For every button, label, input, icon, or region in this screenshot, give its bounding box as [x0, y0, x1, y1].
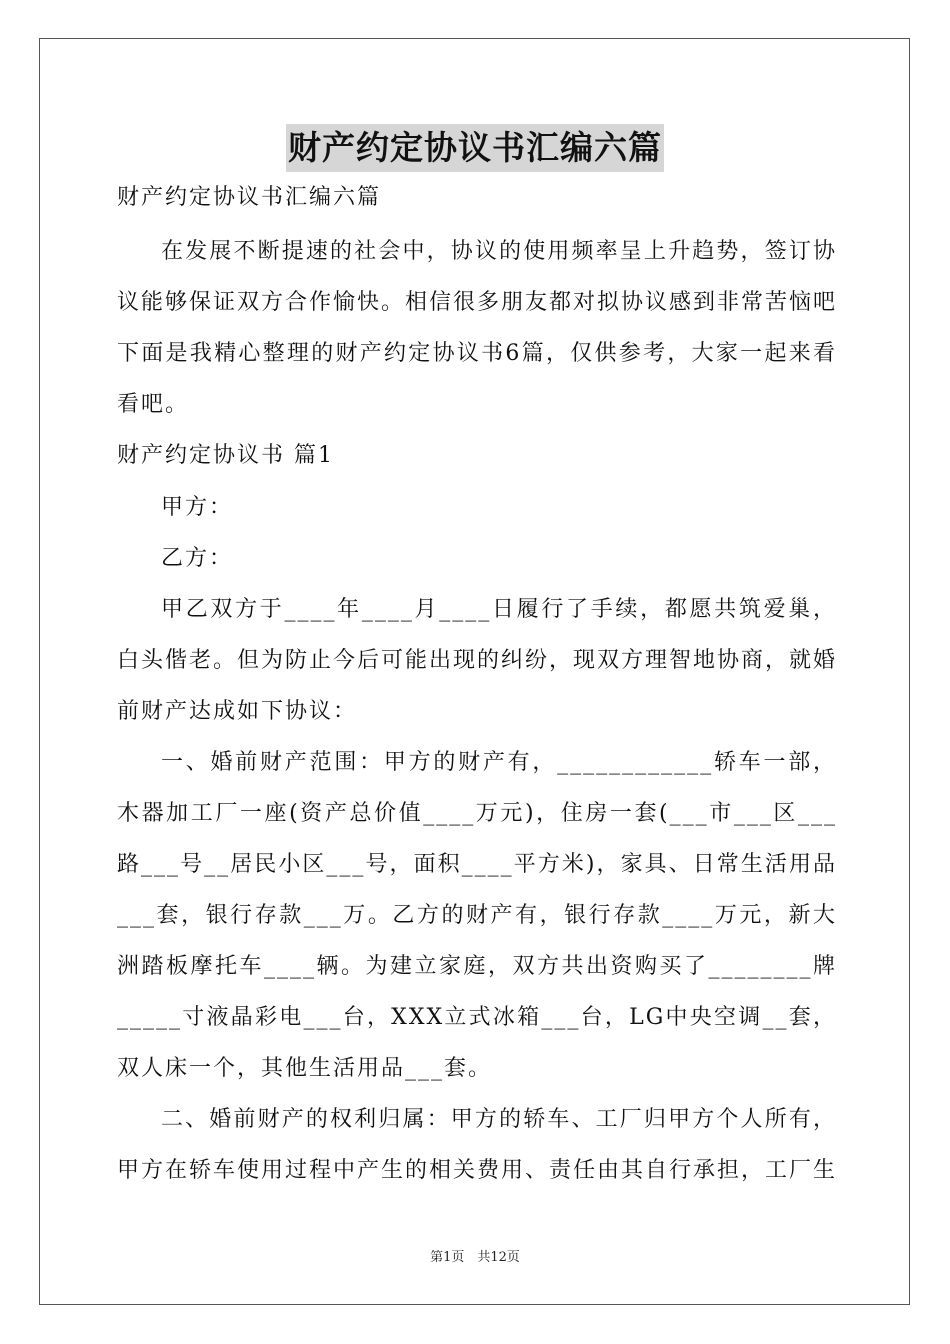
section-heading: 财产约定协议书 篇1 — [117, 443, 334, 468]
document-subtitle: 财产约定协议书汇编六篇 — [117, 185, 382, 210]
party-b-line: 乙方： — [161, 546, 234, 571]
page-footer: 第1页 共12页 — [430, 1250, 520, 1265]
intro-paragraph: 在发展不断提速的社会中，协议的使用频率呈上升趋势，签订协议能够保证双方合作愉快。相信很多朋友都对拟协议感到非常苦恼吧下面是我精心整理的财产约定协议书6篇，仅供参考，大家一起来看看吧。 — [117, 239, 838, 417]
document-body — [117, 176, 837, 1196]
title-container — [0, 124, 950, 172]
document-title: 财产约定协议书汇编六篇 — [286, 124, 664, 172]
clause-1-paragraph: 一、婚前财产范围：甲方的财产有，____________轿车一部，木器加工厂一座(资产总价值____万元)，住房一套(___市___区___路___号__居民小区___号，面积____平方米)，家具、日常生活用品___套，银行存款___万。乙方的财产有，银行存款____万元，新大洲踏板摩托车____辆。为建立家庭，双方共出资购买了________牌_____寸液晶彩电___台，XXX立式冰箱___台，LG中央空调__套，双人床一个，其他生活用品___套。 — [117, 750, 837, 1081]
agreement-paragraph: 甲乙双方于____年____月____日履行了手续，都愿共筑爱巢，白头偕老。但为防止今后可能出现的纠纷，现双方理智地协商，就婚前财产达成如下协议： — [117, 597, 838, 724]
party-a-line: 甲方： — [161, 495, 234, 520]
clause-2-paragraph: 二、婚前财产的权利归属：甲方的轿车、工厂归甲方个人所有，甲方在轿车使用过程中产生的相关费用、责任由其自行承担，工厂生 — [117, 1107, 838, 1183]
